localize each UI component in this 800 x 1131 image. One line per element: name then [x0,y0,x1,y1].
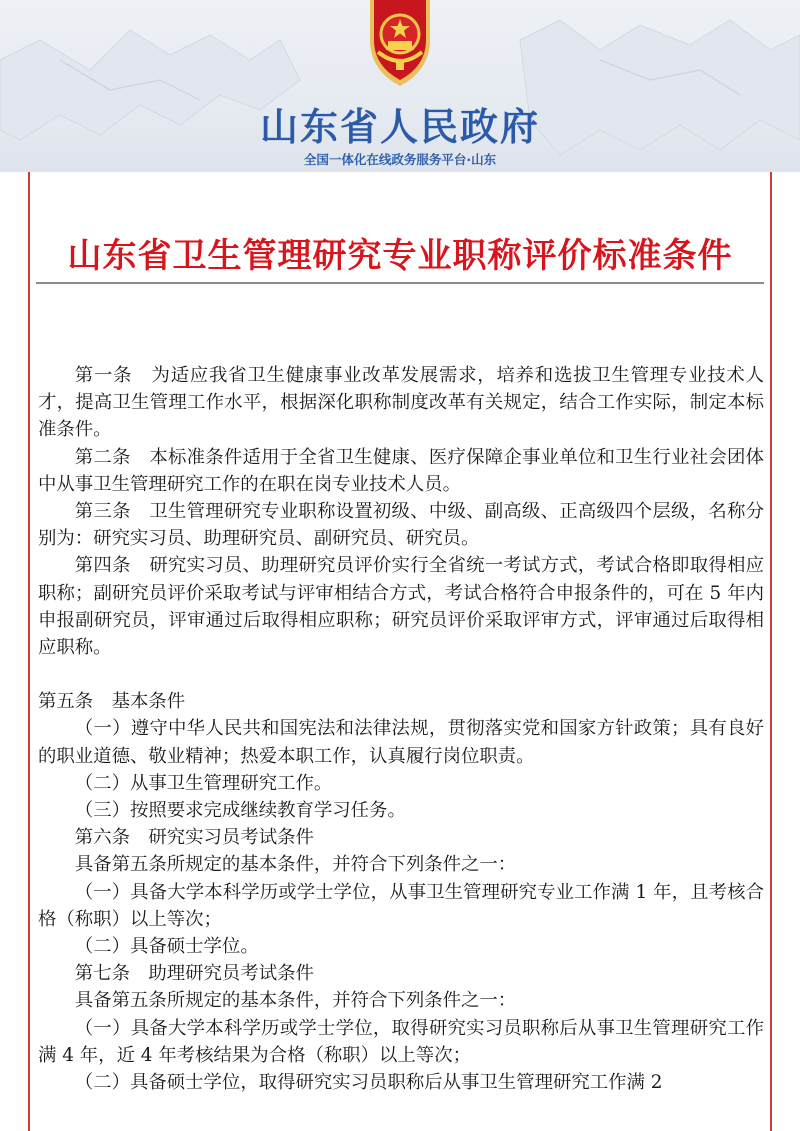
article-5-heading: 第五条 基本条件 [38,691,186,713]
article-6-intro: 具备第五条所规定的基本条件，并符合下列条件之一： [74,854,517,876]
government-site-title: 山东省人民政府 [259,105,540,149]
article-3: 第三条 卫生管理研究专业职称设置初级、中级、副高级、正高级四个层级，名称分别为：研究实习员、助理研究员、副研究员、研究员。 [38,501,764,550]
article-5-item-3: （三）按照要求完成继续教育学习任务。 [74,800,406,822]
article-5-item-2: （二）从事卫生管理研究工作。 [74,772,333,794]
article-6-item-1: （一）具备大学本科学历或学士学位，从事卫生管理研究专业工作满 1 年，且考核合格（称职）以上等次； [38,881,764,930]
header-banner [0,0,800,172]
article-1: 第一条 为适应我省卫生健康事业改革发展需求，培养和选拔卫生管理专业技术人才，提高卫生管理工作水平，根据深化职称制度改革有关规定，结合工作实际，制定本标准条件。 [38,365,764,441]
article-7-item-1: （一）具备大学本科学历或学士学位，取得研究实习员职称后从事卫生管理研究工作满 4 年，近 4 年考核结果为合格（称职）以上等次； [38,1017,764,1066]
document-title: 山东省卫生管理研究专业职称评价标准条件 [67,236,733,276]
section-gap [38,661,764,688]
article-6-item-2: （二）具备硕士学位。 [74,936,259,958]
article-7-heading: 第七条 助理研究员考试条件 [74,963,314,985]
article-7-intro: 具备第五条所规定的基本条件，并符合下列条件之一： [74,990,517,1012]
government-site-subtitle: 全国一体化在线政务服务平台·山东 [303,152,497,167]
article-7-item-2: （二）具备硕士学位，取得研究实习员职称后从事卫生管理研究工作满 2 [74,1072,663,1094]
article-6-heading: 第六条 研究实习员考试条件 [74,827,314,849]
document-body [38,362,764,1096]
article-5-item-1: （一）遵守中华人民共和国宪法和法律法规，贯彻落实党和国家方针政策；具有良好的职业道德、敬业精神；热爱本职工作，认真履行岗位职责。 [38,718,764,767]
title-divider [36,282,764,284]
article-2: 第二条 本标准条件适用于全省卫生健康、医疗保障企事业单位和卫生行业社会团体中从事卫生管理研究工作的在职在岗专业技术人员。 [38,446,764,495]
national-emblem-icon [362,0,438,92]
article-4: 第四条 研究实习员、助理研究员评价实行全省统一考试方式，考试合格即取得相应职称；副研究员评价采取考试与评审相结合方式，考试合格符合申报条件的，可在 5 年内申报副研究员，评审通过后取得相应职称；研究员评价采取评审方式，评审通过后取得相应职称。 [38,555,764,659]
